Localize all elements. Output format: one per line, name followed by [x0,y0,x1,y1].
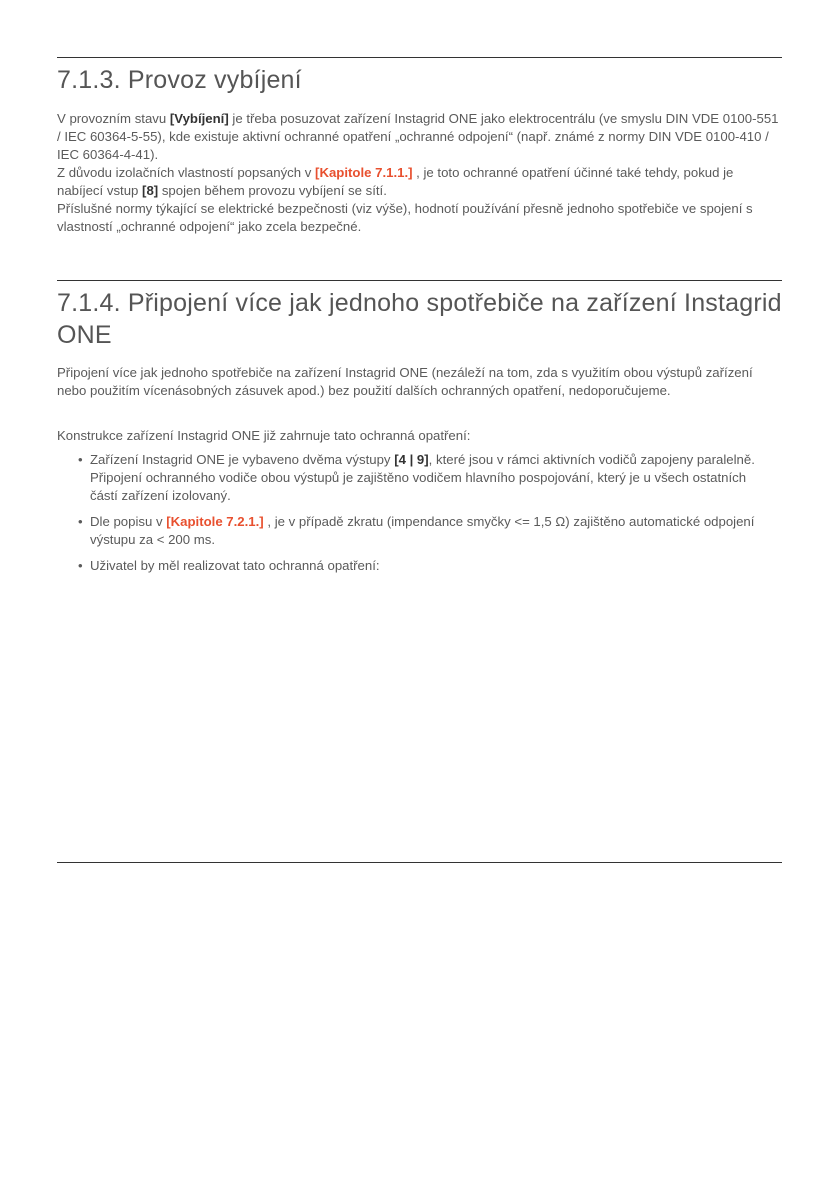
list-item: • Dle popisu v [Kapitole 7.2.1.] , je v případě zkratu (impendance smyčky <= 1,5 Ω) zajištěno automatické odpojení výstupu za < 200 ms. [78,514,755,547]
link-kapitola-7-1-1[interactable]: [Kapitole 7.1.1.] [315,165,413,180]
paragraph-discharge-mode: V provozním stavu [Vybíjení] je třeba posuzovat zařízení Instagrid ONE jako elektrocentrálu (ve smyslu DIN VDE 0100-551 / IEC 60364-5-55), kde existuje aktivní ochranné opatření „ochranné odpojení“ (např. známé z normy DIN VDE 0100-410 / IEC 60364-4-41). Z důvodu izolačních vlastností popsaných v [Kapitole 7.1.1.] , je toto ochranné opatření účinné také tehdy, pokud je nabíjecí vstup [8] spojen během provozu vybíjení se sítí. Příslušné normy týkající se elektrické bezpečnosti (viz výše), hodnotí používání přesně jednoho spotřebiče ve spojení s vlastností „ochranné odpojení“ jako zcela bezpečné. [57,111,779,234]
list-item: • Zařízení Instagrid ONE je vybaveno dvěma výstupy [4 | 9], které jsou v rámci aktivních vodičů zapojeny paralelně. Připojení ochranného vodiče obou výstupů je zajištěno vodičem hlavního pospojování, který je u všech ostatních částí zařízení izolovaný. [78,452,755,503]
top-rule [57,57,782,58]
ref-charging-input: [8] [142,183,159,198]
section-rule [57,280,782,281]
bottom-rule [57,862,782,863]
paragraph-design-measures: Konstrukce zařízení Instagrid ONE již zahrnuje tato ochranná opatření: [57,428,471,443]
bullet-icon: • [78,514,83,529]
paragraph-multiple-consumers: Připojení více jak jednoho spotřebiče na zařízení Instagrid ONE (nezáleží na tom, zda s využitím obou výstupů zařízení nebo použitím vícenásobných zásuvek apod.) bez použití dalších ochranných opatření, nedoporučujeme. [57,365,753,398]
link-kapitola-7-2-1[interactable]: [Kapitole 7.2.1.] [166,514,264,529]
bullet-icon: • [78,558,83,573]
list-item: • Uživatel by měl realizovat tato ochranná opatření: [78,558,380,573]
section-heading-7-1-4: 7.1.4. Připojení více jak jednoho spotřebiče na zařízení Instagrid ONE [57,289,782,349]
bullet-icon: • [78,452,83,467]
section-heading-7-1-3: 7.1.3. Provoz vybíjení [57,66,302,94]
ref-outputs: [4 | 9] [394,452,429,467]
ref-discharge-state: [Vybíjení] [169,111,229,126]
protection-measures-list [57,451,782,583]
